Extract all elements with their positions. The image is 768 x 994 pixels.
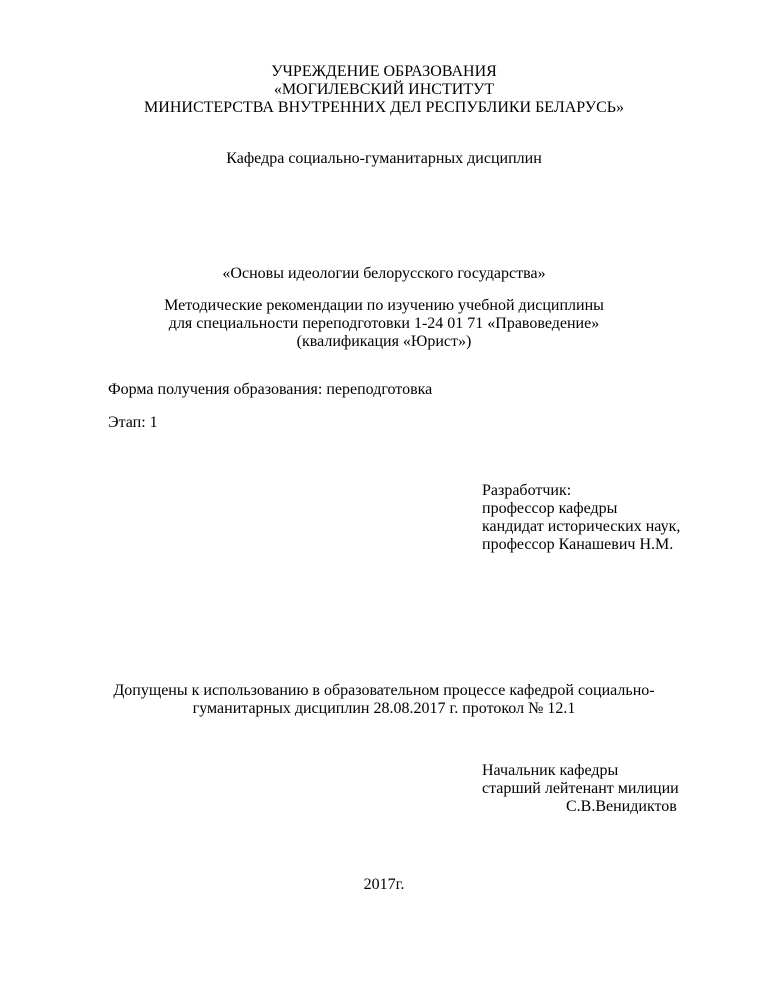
developer-block xyxy=(482,482,680,554)
institution-line-2: «МОГИЛЕВСКИЙ ИНСТИТУТ xyxy=(273,81,495,98)
description-line-1: Методические рекомендации по изучению учебной дисциплины xyxy=(164,297,604,314)
stage: Этап: 1 xyxy=(108,414,158,431)
institution-heading xyxy=(0,63,768,117)
head-name: С.В.Венидиктов xyxy=(566,798,677,815)
approval-line-1: Допущены к использованию в образовательном процессе кафедрой социально- xyxy=(113,682,655,699)
developer-name: профессор Канашевич Н.М. xyxy=(482,536,674,553)
head-rank: старший лейтенант милиции xyxy=(482,780,679,797)
developer-position: профессор кафедры xyxy=(482,500,618,517)
document-year: 2017г. xyxy=(363,876,405,893)
description-line-3: (квалификация «Юрист») xyxy=(296,333,472,350)
head-title: Начальник кафедры xyxy=(482,762,619,779)
institution-line-1: УЧРЕЖДЕНИЕ ОБРАЗОВАНИЯ xyxy=(271,63,497,80)
document-description xyxy=(0,297,768,351)
developer-label: Разработчик: xyxy=(482,482,572,499)
department-name: Кафедра социально-гуманитарных дисциплин xyxy=(226,150,542,167)
approval-line-2: гуманитарных дисциплин 28.08.2017 г. протокол № 12.1 xyxy=(192,700,576,717)
developer-degree: кандидат исторических наук, xyxy=(482,518,681,535)
course-title: «Основы идеологии белорусского государства» xyxy=(222,265,546,282)
description-line-2: для специальности переподготовки 1-24 01 71 «Правоведение» xyxy=(168,315,600,332)
approval-statement xyxy=(0,682,768,718)
institution-line-3: МИНИСТЕРСТВА ВНУТРЕННИХ ДЕЛ РЕСПУБЛИКИ БЕЛАРУСЬ» xyxy=(144,99,624,116)
education-form: Форма получения образования: переподготовка xyxy=(108,381,433,398)
head-block xyxy=(482,762,679,816)
